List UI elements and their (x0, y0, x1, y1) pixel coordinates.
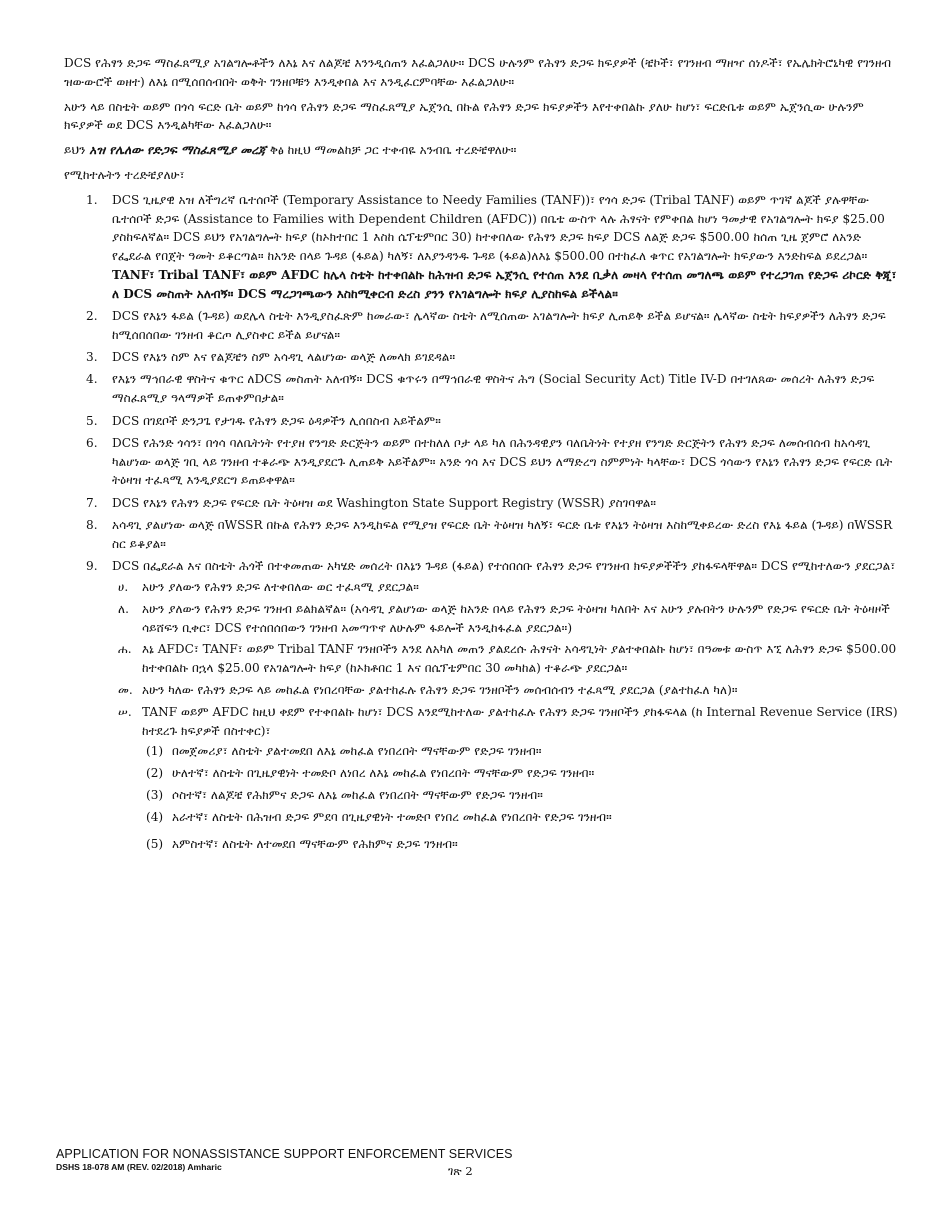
priority-item (142, 786, 898, 805)
item-text: DCS በፌደራል እና በስቴት ሕጎች በተቀመጠው አካሄድ መሰረት በእኔን ጉዳይ (ፋይል) የተሰበሰቡ የሕፃን ድጋፍ የገንዘብ ክፍያዎችችን ያከፋፍላቸዋል። DCS የሚከተለውን ያደርጋል፣ (112, 559, 896, 574)
intro-paragraph-2: አሁን ላይ በስቴት ወይም በጎሳ ፍርድ ቤት ወይም ከጎሳ የሕፃን ድጋፍ ማስፈጸሚያ ኤጀንሲ በኩል የሕፃን ድጋፍ ክፍያዎችን እየተቀበልኩ ያለሁ ከሆነ፣ ፍርድቤቱ ወይም ኤጀንሲው ሁሉንም ክፍያዎች ወደ DCS እንዲልካቸው እፈልጋለሁ። (64, 99, 864, 133)
document-body (64, 54, 898, 858)
sublist-item (112, 578, 898, 597)
item-text: DCS የእኔን የሕፃን ድጋፍ የፍርድ ቤት ትዕዛዝ ወደ Washington State Support Registry (WSSR) ያስገባዋል። (112, 495, 657, 510)
item-number: 3. (86, 350, 98, 365)
item-number: 4. (86, 372, 98, 387)
intro-paragraph-4: የሚከተሉትን ተረድቼያለሁ፣ (64, 167, 185, 182)
priority-number: (3) (146, 787, 164, 802)
item-text: DCS በገደቦች ድንጋጌ የታገዱ የሕፃን ድጋፍ ዕዳዎችን ሊሰበስብ አይችልም። (112, 413, 441, 428)
sublist-label: ሐ. (118, 642, 132, 657)
item-text: የእኔን ማኅበራዊ ዋስትና ቁጥር ለDCS መስጠት አለብኝ። DCS ቁጥሩን በማኅበራዊ ዋስትና ሕግ (Social Security Act) Title IV-D በተገለጸው መሰረት ለሕፃን ድጋፍ ማስፈጸሚያ ዓላማዎች ይጠቀምበታል። (112, 372, 875, 406)
intro-paragraph-3-lead: ይህን (64, 143, 90, 158)
item-text: DCS የእኔን ፋይል (ጉዳይ) ወደሌላ ስቴት እንዲያስፈጽም ከመራው፣ ሌላኛው ስቴት ለሚሰጠው አገልግሎት ክፍያ ሊጠይቅ ይችል ይሆናል። ሌላኛው ስቴት ክፍያዎችን ለሕፃን ድጋፍ ከሚሰበሰበው ገንዘብ ቆርጦ ሊያስቀር ይችል ይሆናል። (112, 309, 886, 342)
list-item (64, 494, 898, 513)
sublist-item (112, 681, 898, 700)
footer-form-title: APPLICATION FOR NONASSISTANCE SUPPORT ENFORCEMENT SERVICES (56, 1147, 513, 1161)
list-item (64, 557, 898, 854)
item-number: 1. (86, 192, 98, 207)
intro-paragraph-3 (64, 141, 898, 160)
sublist-text: አሁን ያለውን የሕፃን ድጋፍ ገንዘብ ይልክልኛል። (አሳዳጊ ያልሆነው ወላጅ ከአንድ በላይ የሕፃን ድጋፍ ትዕዛዝ ካለበት እና አሁን ያሉበትን ሁሉንም የድጋፍ የፍርድ ቤት ትዕዛዞች ሳይሸፍን ቢቀር፣ DCS የተሰበሰበውን ገንዘብ አመጣጥኖ ለሁሉም ፋይሎች እንዲከፋፈል ያደርጋል።) (142, 601, 890, 635)
item-number: 8. (86, 518, 98, 533)
intro-paragraph-1: DCS የሕፃን ድጋፍ ማስፈጸሚያ አገልግሎቶችን ለእኔ እና ለልጆቼ እንንዲሰጠን እፈልጋለሁ። DCS ሁሉንም የሕፃን ድጋፍ ክፍያዎች (ቼኮች፣ የገንዘብ ማዘዣ ሰነዶች፣ የኤሌክትሮኒካዊ የገንዘብ ዝውውሮች ወዘተ) ለእኔ በሚሰበሰብበት ወቅት ገንዘቦቹን እንዲቀበል እና እንዲፈርምባቸው እፈልጋለሁ። (64, 56, 892, 89)
list-item (64, 348, 898, 367)
list-item (64, 191, 898, 304)
intro-paragraph-3-tail: ቅፅ ከዚህ ማመልከቻ ጋር ተቀብዬ አንብቤ ተረድቼዋለሁ። (266, 143, 517, 158)
item-number: 7. (86, 495, 98, 510)
item-bold-text: TANF፣ Tribal TANF፣ ወይም AFDC ከሌላ ስቴት ከተቀበልኩ ከሕዝብ ድጋፍ ኤጀንሲ የተሰጠ እንደ ቢቃለ መዛላ የተሰጠ መግለጫ ወይም የተረጋገጠ የድጋፍ ሪኮርድ ቅጂ፣ ለ DCS መስጠት አለብኝ። DCS ማረጋገጫውን እስከሚቀርብ ድረስ ያንን የአገልግሎት ክፍያ ሊያስከፍል ይችላል። (112, 267, 897, 301)
list-item (64, 434, 898, 490)
priority-text: በመጀመሪያ፣ ለስቴት ያልተመደበ ለእኔ መከፈል የነበረበት ማናቸውም የድጋፍ ገንዘብ። (172, 744, 542, 759)
sublist-item (112, 600, 898, 638)
sublist-item (112, 703, 898, 855)
sublist-label: መ. (118, 682, 133, 697)
item-number: 6. (86, 435, 98, 450)
item-number: 2. (86, 309, 98, 324)
footer-form-number: DSHS 18-078 AM (REV. 02/2018) Amharic (56, 1162, 222, 1172)
item-text: DCS የእኔን ስም እና የልጆቼን ስም አሳዳጊ ላልሆነው ወላጅ ለመላክ ይገደዳል። (112, 350, 456, 365)
sublist-item (112, 640, 898, 678)
item-number: 5. (86, 413, 98, 428)
page-number: ገጽ 2 (448, 1164, 473, 1178)
sublist-label: ሀ. (118, 579, 129, 594)
priority-number: (4) (146, 809, 164, 824)
understanding-list (64, 191, 898, 855)
page-footer (56, 1147, 896, 1178)
priority-text: ሁለተኛ፣ ለስቴት በጊዜያዊነት ተመድቦ ለነበረ ለእኔ መከፈል የነበረበት ማናቸውም የድጋፍ ገንዘብ። (172, 766, 595, 781)
sublist-text: አሁን ያለውን የሕፃን ድጋፍ ለተቀበለው ወር ተፈጻሚ ያደርጋል። (142, 579, 419, 594)
distribution-sublist (112, 578, 898, 854)
list-item (64, 516, 898, 554)
item-text: DCS የሕንድ ጎሳን፣ በጎሳ ባለቤትነት የተያዘ የንግድ ድርጅትን ወይም በተከለለ ቦታ ላይ ካለ በሕንዳዊያን ባለቤትነት የተያዘ የንግድ ድርጅትን የሕፃን ድጋፍ ለመሰብሰብ ከአሳዳጊ ካልሆነው ወላጅ ገቢ ላይ ገንዘብ ተቆራጭ እንዲያደርጉ ሊጠይቅ አይችልም። አንድ ጎሳ እና DCS ይህን ለማድረግ ስምምነት ካላቸው፣ DCS ጎሳውን የእኔን የሕፃን ድጋፍ የፍርድ ቤት ትዕዛዝ ተፈጻሚ እንዲያደርግ ይጠይቀዋል። (112, 435, 893, 488)
list-item (64, 412, 898, 431)
sublist-text: አሁን ካለው የሕፃን ድጋፍ ላይ መከፈል የነበረባቸው ያልተከፈሉ የሕፃን ድጋፍ ገንዘቦችን መሰብሰብን ተፈጻሚ ያደርጋል (ያልተከፈለ ካለ)። (142, 682, 738, 697)
sublist-text: እኔ AFDC፣ TANF፣ ወይም Tribal TANF ገንዘቦችን እንደ ለአካለ መጠን ያልደረሱ ሕፃናት አሳዳጊነት ያልተቀበልኩ ከሆነ፣ በዓመቱ ውስጥ እኚ ለሕፃን ድጋፍ $500.00 ከተቀበልኩ በኋላ $25.00 የአገልግሎት ክፍያ (ከኦክቶበር 1 እና በሴፕቴምበር 30 መካከል) ተቆራጭ ያደርጋል። (142, 642, 897, 676)
sublist-text: TANF ወይም AFDC ከዚህ ቀደም የተቀበልኩ ከሆነ፣ DCS እንደሚከተለው ያልተከፈሉ የሕፃን ድጋፍ ገንዘቦችን ያከፋፍላል (ከ Internal Revenue Service (IRS) ከተደረጉ ክፍያዎች በስተቀር)፣ (142, 704, 898, 738)
list-item (64, 307, 898, 345)
sublist-label: ለ. (118, 601, 129, 616)
sublist-label: ሠ. (118, 704, 132, 719)
priority-number: (2) (146, 766, 164, 781)
priority-text: አራተኛ፣ ለስቴት በሕዝብ ድጋፍ ምደባ በጊዜያዊነት ተመድቦ የነበረ መከፈል የነበረበት የድጋፍ ገንዘብ። (172, 809, 612, 824)
priority-text: ሶስተኛ፣ ለልጆቼ የሕክምና ድጋፍ ለእኔ መከፈል የነበረበት ማናቸውም የድጋፍ ገንዘብ። (172, 787, 543, 802)
priority-item (142, 808, 898, 827)
priority-number: (5) (146, 837, 164, 852)
list-item (64, 370, 898, 408)
item-number: 9. (86, 559, 98, 574)
item-text: አሳዳጊ ያልሆነው ወላጅ በWSSR በኩል የሕፃን ድጋፍ እንዲከፍል የሚያዝ የፍርድ ቤት ትዕዛዝ ካለኝ፣ ፍርድ ቤቱ የእኔን ትዕዛዝ እስከሚቀይረው ድረስ የእኔ ፋይል (ጉዳይ) በWSSR ስር ይቆያል። (112, 518, 893, 551)
priority-item (142, 742, 898, 761)
item-text: DCS ጊዜያዊ አዝ ለችግረኛ ቤተሰቦች (Temporary Assistance to Needy Families (TANF))፣ የጎሳ ድጋፍ (Tribal TANF) ወይም ጥገኛ ልጆች ያሉዋቸው ቤተሰቦች ድጋፍ (Assistance to Families with Dependent Children (AFDC)) በቤቴ ውስጥ ላሉ ሕፃናት የምቀበል ከሆነ ዓመታዊ የአገልግሎት ክፍያ $25.00 ያስከፍለኛል። DCS ይህን የአገልግሎት ክፍያ (ከኦክተበር 1 እስከ ሴፕቴምበር 30) ከተቀበለው የሕፃን ድጋፍ ክፍያ DCS ለልጅ ድጋፍ $500.00 ከሰጠ ጊዜ ጀምሮ ለአንድ የፌደራል የበጀት ዓመት ይቆርጣል። ከአንድ በላይ ጉዳይ (ፋይል) ካለኝ፣ ለእያንዳንዱ ጉዳይ (ፋይል)ለእኔ $500.00 በተከፈለ ቁጥር የአገልግሎት ክፍያውን እንድከፍል ይደረጋል። (112, 192, 885, 264)
priority-item (142, 764, 898, 783)
priority-number: (1) (146, 744, 164, 759)
priority-item (142, 835, 898, 854)
intro-form-title: አዝ የሌለው የድጋፍ ማስፈጸሚያ መረጃ (89, 143, 266, 158)
priority-text: አምስተኛ፣ ለስቴት ለተመደበ ማናቸውም የሕክምና ድጋፍ ገንዘብ። (172, 837, 458, 852)
priority-sublist (142, 742, 898, 854)
